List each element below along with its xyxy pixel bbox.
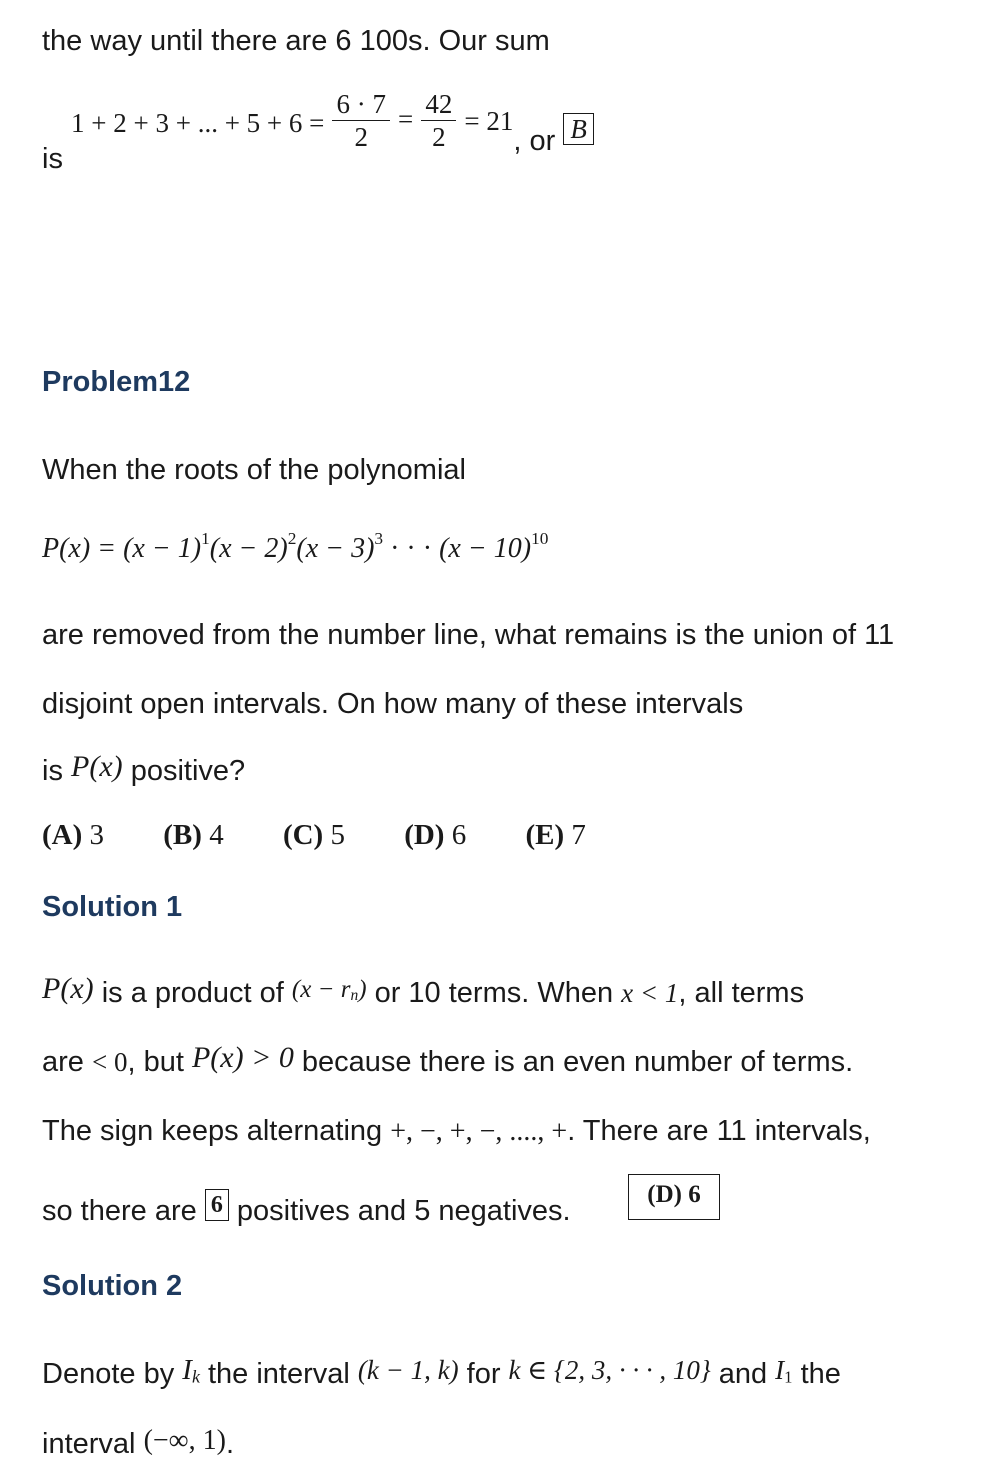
intro-line: the way until there are 6 100s. Our sum [42, 25, 550, 57]
sum-expression: 1 + 2 + 3 + ... + 5 + 6 = [71, 108, 325, 139]
solution-1-line-2: are < 0, but P(x) > 0 because there is an even number of terms. [42, 1041, 854, 1078]
or-text: , or [513, 125, 556, 158]
sum-result: = 21 [464, 106, 514, 137]
answer-box-b: B [563, 113, 594, 145]
boxed-six: 6 [205, 1189, 229, 1221]
fraction-6x7-over-2: $\frac{6 \cdot 7}{2}$ [332, 88, 390, 153]
problem-line-1: are removed from the number line, what remains is the union of 11 [42, 619, 895, 651]
choice-b[interactable]: (B) 4 [163, 819, 224, 851]
solution-1-line-4: so there are 6 positives and 5 negatives. [42, 1194, 571, 1229]
sum-equation: is 1 + 2 + 3 + ... + 5 + 6 = $\frac{6 \cdot 7}{2}$ = $\frac{42}{2}$ = 21, or B [42, 88, 594, 168]
solution-2-line-1: Denote by $I_k$ the interval (k − 1, k) for k ∈ {2, 3, · · · , 10} and $I_1$ the [42, 1354, 841, 1390]
problem-line-2: disjoint open intervals. On how many of these intervals [42, 688, 744, 720]
polynomial-expression: $P(x) = (x - 1)^1(x - 2)^2(x - 3)^3$ · · · $(x - 10)^{10}$ [42, 528, 549, 564]
solution-1-line-1: P(x) is a product of $(x - r_n)$ or 10 terms. When x < 1, all terms [42, 972, 805, 1009]
solution-1-line-3: The sign keeps alternating +, −, +, −, ...., +. There are 11 intervals, [42, 1115, 871, 1147]
problem-intro: When the roots of the polynomial [42, 454, 466, 486]
choice-c[interactable]: (C) 5 [282, 819, 345, 851]
fraction-42-over-2: $\frac{42}{2}$ [421, 88, 456, 153]
choice-d[interactable]: (D) 6 [404, 819, 467, 851]
answer-choices [42, 818, 638, 852]
final-answer-box: (D) 6 [628, 1174, 720, 1220]
solution-1-heading: Solution 1 [42, 891, 183, 923]
solution-2-heading: Solution 2 [42, 1270, 183, 1302]
problem-heading: Problem12 [42, 366, 191, 398]
choice-e[interactable]: (E) 7 [525, 819, 586, 851]
problem-line-3: is P(x) positive? [42, 750, 246, 787]
choice-a[interactable]: (A) 3 [42, 819, 105, 851]
solution-2-line-2: interval (−∞, 1). [42, 1425, 235, 1460]
is-word: is [42, 143, 63, 176]
